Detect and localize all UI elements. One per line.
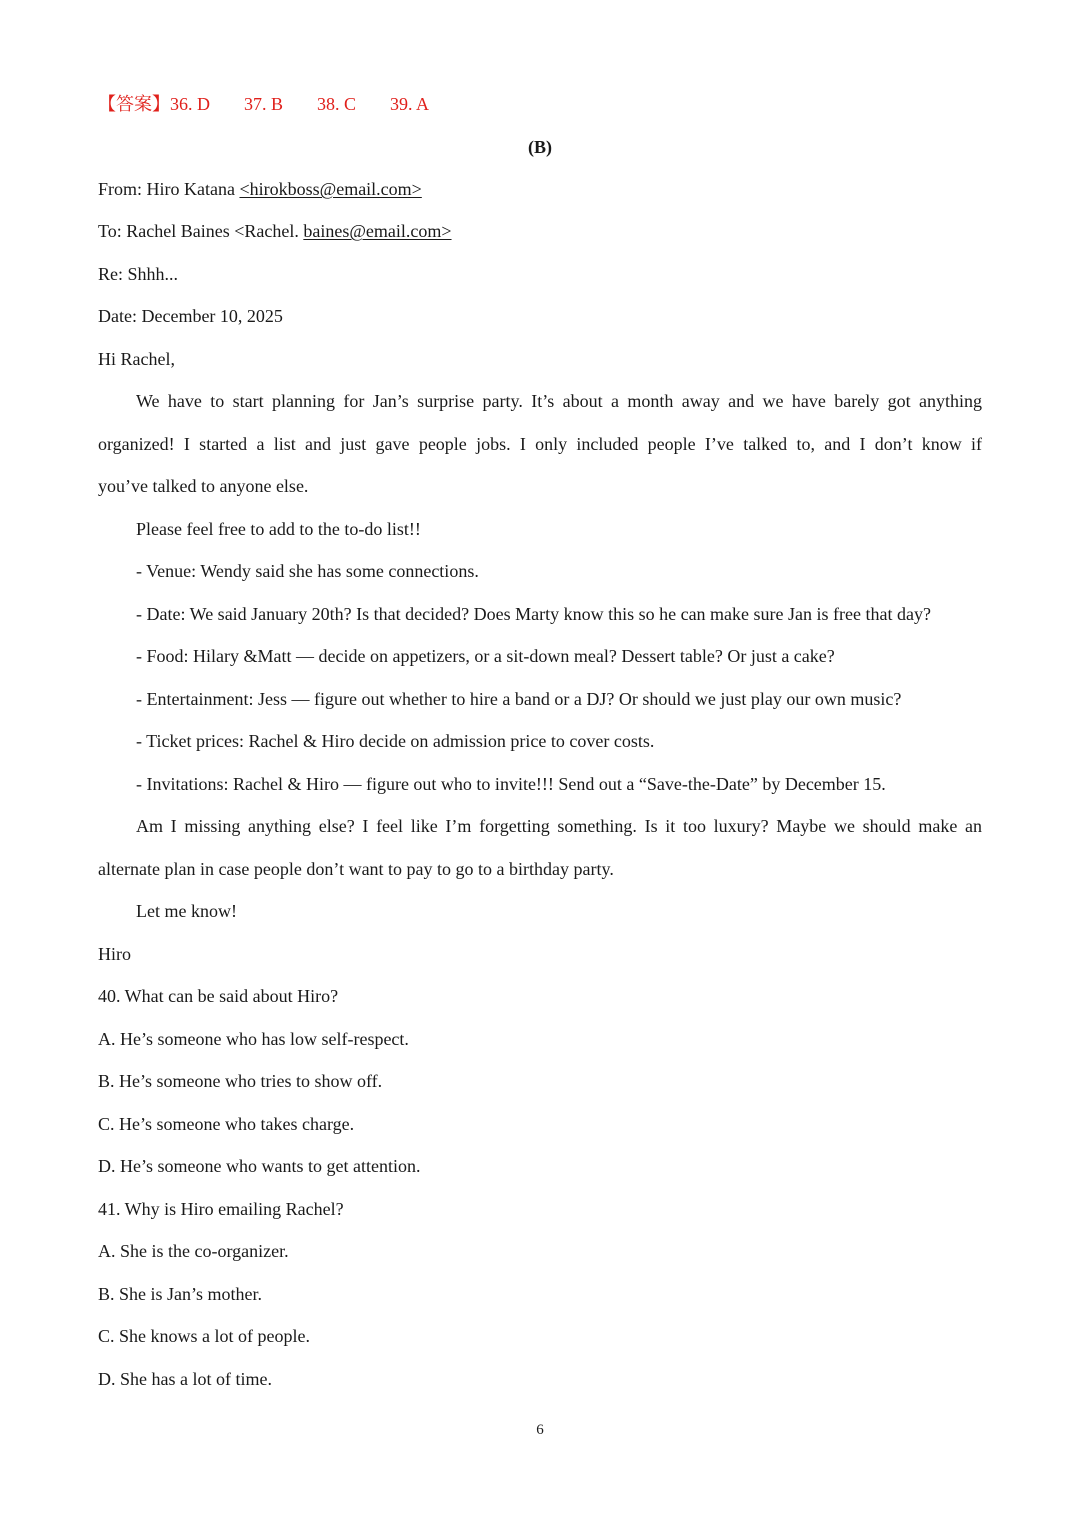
section-title: (B)	[528, 137, 552, 157]
email-from	[98, 178, 422, 200]
email-closing: Let me know!	[136, 901, 237, 921]
answer-item: 39. A	[390, 94, 430, 114]
todo-item: - Venue: Wendy said she has some connections.	[136, 561, 479, 581]
paragraph-line: you’ve talked to anyone else.	[98, 476, 309, 496]
email-from-link[interactable]: <hirokboss@email.com>	[239, 179, 422, 199]
question-option: C. He’s someone who takes charge.	[98, 1114, 355, 1134]
question-option: A. She is the co-organizer.	[98, 1241, 289, 1261]
question-option: B. She is Jan’s mother.	[98, 1284, 263, 1304]
email-signature: Hiro	[98, 944, 131, 964]
paragraph-line: Am I missing anything else? I feel like I’m forgetting something. Is it too luxury? Maybe we should make an	[136, 816, 982, 836]
todo-item: - Invitations: Rachel & Hiro — figure out who to invite!!! Send out a “Save-the-Date” by December 15.	[136, 774, 886, 794]
todo-item: - Ticket prices: Rachel & Hiro decide on admission price to cover costs.	[136, 731, 655, 751]
answer-item: 37. B	[244, 94, 284, 114]
paragraph-line: Please feel free to add to the to-do list!!	[136, 519, 421, 539]
todo-item: - Date: We said January 20th? Is that decided? Does Marty know this so he can make sure Jan is free that day?	[136, 604, 931, 624]
answer-key	[98, 93, 463, 115]
email-subject: Re: Shhh...	[98, 264, 179, 284]
question-option: C. She knows a lot of people.	[98, 1326, 310, 1346]
question-option: B. He’s someone who tries to show off.	[98, 1071, 383, 1091]
question-stem: 40. What can be said about Hiro?	[98, 986, 339, 1006]
email-greeting: Hi Rachel,	[98, 349, 175, 369]
email-to	[98, 220, 452, 242]
todo-item: - Food: Hilary &Matt — decide on appetizers, or a sit-down meal? Dessert table? Or just a cake?	[136, 646, 835, 666]
email-to-label: To: Rachel Baines <Rachel.	[98, 221, 304, 241]
question-stem: 41. Why is Hiro emailing Rachel?	[98, 1199, 344, 1219]
paragraph-line: organized! I started a list and just gave people jobs. I only included people I’ve talked to, and I don’t know if	[98, 434, 982, 454]
email-to-link[interactable]: baines@email.com>	[303, 221, 452, 241]
question-option: D. She has a lot of time.	[98, 1369, 272, 1389]
answer-label: 【答案】	[98, 94, 170, 114]
paragraph-line: alternate plan in case people don’t want to pay to go to a birthday party.	[98, 859, 614, 879]
email-date: Date: December 10, 2025	[98, 306, 283, 326]
paragraph-line: We have to start planning for Jan’s surprise party. It’s about a month away and we have barely got anything	[136, 391, 982, 411]
page-number: 6	[536, 1422, 544, 1438]
todo-item: - Entertainment: Jess — figure out whether to hire a band or a DJ? Or should we just play our own music?	[136, 689, 902, 709]
answer-item: 36. D	[170, 94, 210, 114]
question-option: A. He’s someone who has low self-respect.	[98, 1029, 409, 1049]
email-from-label: From: Hiro Katana	[98, 179, 240, 199]
question-option: D. He’s someone who wants to get attention.	[98, 1156, 421, 1176]
answer-item: 38. C	[317, 94, 357, 114]
